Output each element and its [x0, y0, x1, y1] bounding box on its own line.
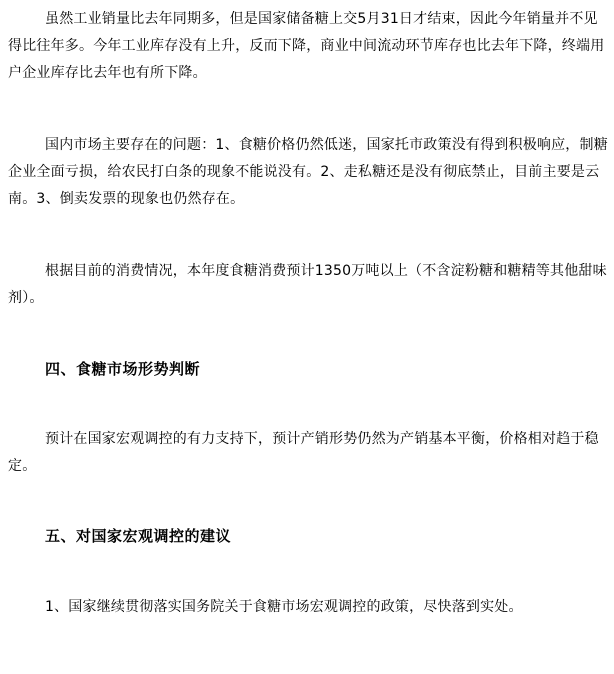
- paragraph-sales-inventory: 虽然工业销量比去年同期多，但是国家储备糖上交5月31日才结束，因此今年销量并不见得比往年多。今年工业库存没有上升，反而下降，商业中间流动环节库存也比去年下降，终端用户企业库存比去年也有所下降。: [8, 11, 605, 81]
- paragraph-policy-suggestion-1: 1、国家继续贯彻落实国务院关于食糖市场宏观调控的政策，尽快落到实处。: [45, 599, 523, 615]
- paragraph-market-outlook: 预计在国家宏观调控的有力支持下，预计产销形势仍然为产销基本平衡，价格相对趋于稳定。: [8, 431, 599, 474]
- section-heading-market-outlook: 四、食糖市场形势判断: [45, 360, 201, 378]
- paragraph-market-problems: 国内市场主要存在的问题：1、食糖价格仍然低迷，国家托市政策没有得到积极响应，制糖企业全面亏损，给农民打白条的现象不能说没有。2、走私糖还是没有彻底禁止，目前主要是云南。3、倒卖发票的现象也仍然存在。: [8, 137, 608, 207]
- paragraph-consumption-forecast: 根据目前的消费情况，本年度食糖消费预计1350万吨以上（不含淀粉糖和糖精等其他甜味剂）。: [8, 263, 607, 306]
- section-heading-policy-suggestions: 五、对国家宏观调控的建议: [45, 527, 232, 545]
